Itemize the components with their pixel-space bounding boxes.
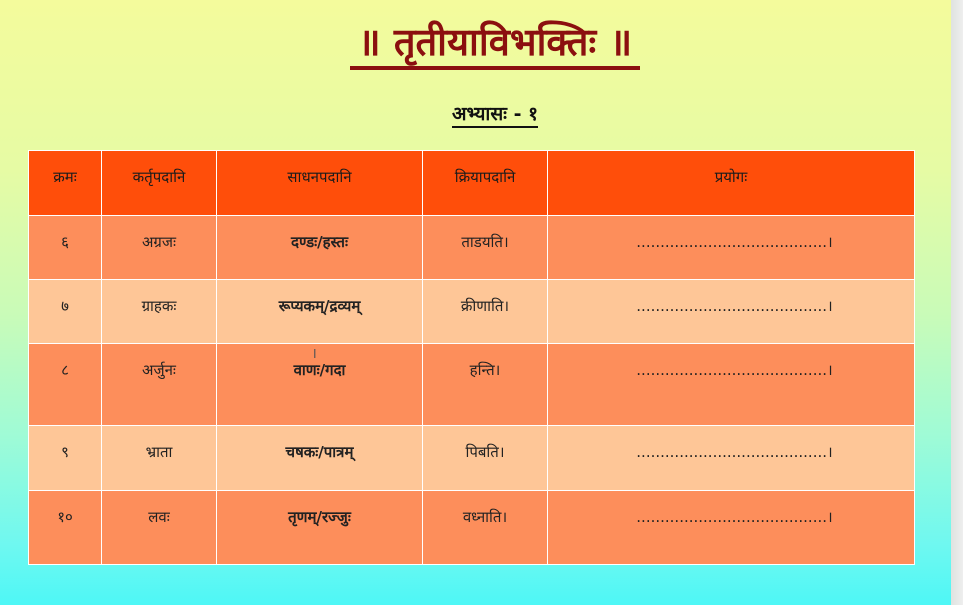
cell-number: ६	[29, 216, 102, 280]
table-row	[29, 426, 915, 491]
cell-number: ७	[29, 280, 102, 344]
table-row	[29, 280, 915, 344]
table-header-row	[29, 151, 915, 216]
exercise-table	[28, 150, 915, 565]
cell-subject: ग्राहकः	[102, 280, 217, 344]
cell-number: ९	[29, 426, 102, 491]
header-number: क्रमः	[29, 151, 102, 216]
header-usage: प्रयोगः	[548, 151, 915, 216]
table-row	[29, 491, 915, 565]
header-verb: क्रियापदानि	[423, 151, 548, 216]
subtitle-text: अभ्यासः - १	[452, 103, 538, 128]
cell-verb: ताडयति।	[423, 216, 548, 280]
cell-subject: अर्जुनः	[102, 344, 217, 426]
cell-instrument: चषकः/पात्रम्	[217, 426, 423, 491]
table-row	[29, 216, 915, 280]
header-instrument: साधनपदानि	[217, 151, 423, 216]
cell-verb: हन्ति।	[423, 344, 548, 426]
text-cursor-icon: I	[313, 347, 317, 361]
cell-instrument: दण्डः/हस्तः	[217, 216, 423, 280]
cell-subject: भ्राता	[102, 426, 217, 491]
cell-usage-blank[interactable]: ........................................।	[548, 344, 915, 426]
cell-usage-blank[interactable]: ........................................।	[548, 491, 915, 565]
window-edge	[951, 0, 963, 605]
table-row	[29, 344, 915, 426]
header-subject: कर्तृपदानि	[102, 151, 217, 216]
cell-subject: लवः	[102, 491, 217, 565]
cell-instrument: वाणः/गदा	[217, 344, 423, 426]
title-text: ॥ तृतीयाविभक्तिः ॥	[350, 20, 640, 70]
cell-number: १०	[29, 491, 102, 565]
cell-usage-blank[interactable]: ........................................।	[548, 426, 915, 491]
cell-verb: वध्नाति।	[423, 491, 548, 565]
cell-verb: पिबति।	[423, 426, 548, 491]
cell-instrument: तृणम्/रज्जुः	[217, 491, 423, 565]
cell-verb: क्रीणाति।	[423, 280, 548, 344]
cell-usage-blank[interactable]: ........................................।	[548, 280, 915, 344]
exercise-heading	[0, 100, 963, 126]
cell-instrument: रूप्यकम्/द्रव्यम्	[217, 280, 423, 344]
cell-usage-blank[interactable]: ........................................।	[548, 216, 915, 280]
cell-number: ८	[29, 344, 102, 426]
cell-subject: अग्रजः	[102, 216, 217, 280]
page-title	[0, 20, 963, 70]
